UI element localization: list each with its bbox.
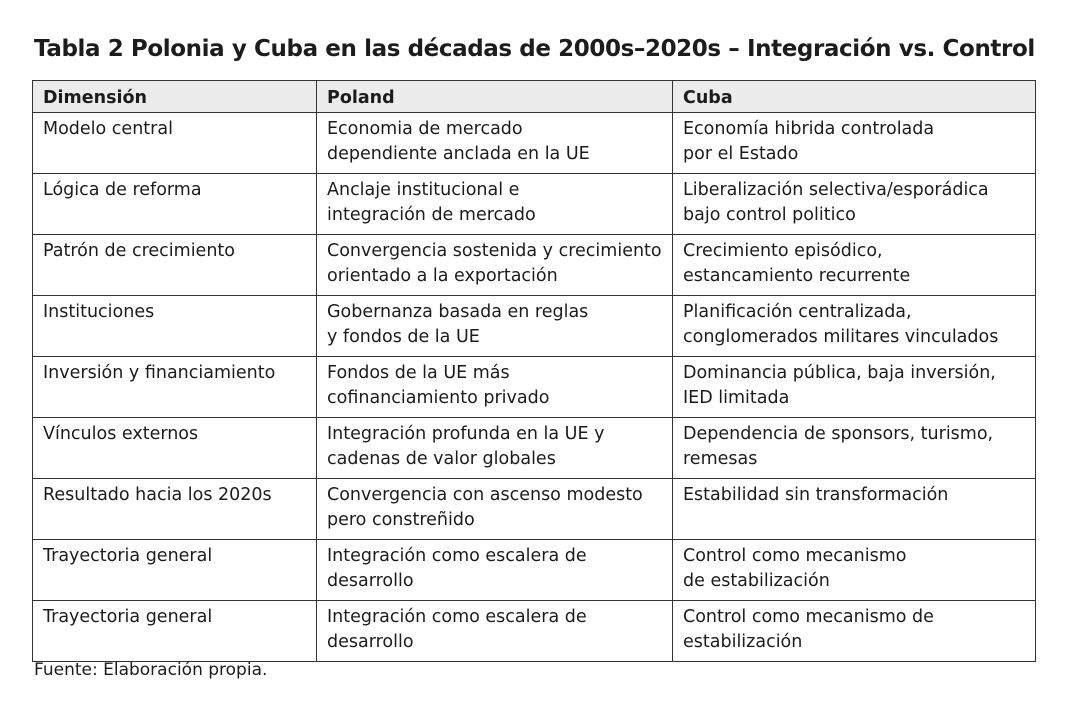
table-row xyxy=(33,540,1036,601)
poland-text-line: dependiente anclada en la UE xyxy=(327,144,590,164)
cell-cuba xyxy=(673,479,1036,540)
poland-text-line: desarrollo xyxy=(327,632,414,652)
poland-text-line: Gobernanza basada en reglas xyxy=(327,302,589,322)
poland-text-line: cofinanciamiento privado xyxy=(327,388,550,408)
poland-text-line: Fondos de la UE más xyxy=(327,363,510,383)
cell-cuba xyxy=(673,601,1036,662)
cell-dimension xyxy=(33,296,317,357)
table-row xyxy=(33,235,1036,296)
cell-poland xyxy=(317,357,673,418)
cuba-text-line: por el Estado xyxy=(683,144,799,164)
poland-text-line: pero constreñido xyxy=(327,510,475,530)
table-body xyxy=(33,113,1036,662)
header-poland: Poland xyxy=(317,81,673,113)
table-row xyxy=(33,601,1036,662)
poland-text-line: orientado a la exportación xyxy=(327,266,558,286)
cell-poland xyxy=(317,296,673,357)
poland-text-line: Integración como escalera de xyxy=(327,607,587,627)
header-row xyxy=(33,81,1036,113)
cuba-text-line: Economía hibrida controlada xyxy=(683,119,935,139)
cuba-text-line: de estabilización xyxy=(683,571,830,591)
cuba-text-line: conglomerados militares vinculados xyxy=(683,327,999,347)
table-row xyxy=(33,174,1036,235)
dimension-text: Trayectoria general xyxy=(43,546,213,566)
table-row xyxy=(33,113,1036,174)
cell-cuba xyxy=(673,418,1036,479)
poland-text-line: Integración como escalera de xyxy=(327,546,587,566)
table-header xyxy=(33,81,1036,113)
cell-cuba xyxy=(673,235,1036,296)
cell-poland xyxy=(317,235,673,296)
table-row xyxy=(33,296,1036,357)
cuba-text-line: estancamiento recurrente xyxy=(683,266,911,286)
dimension-text: Resultado hacia los 2020s xyxy=(43,485,272,505)
cuba-text-line: bajo control politico xyxy=(683,205,856,225)
cell-poland xyxy=(317,418,673,479)
cell-poland xyxy=(317,113,673,174)
cuba-text-line: Control como mecanismo de xyxy=(683,607,934,627)
cuba-text-line: Dependencia de sponsors, turismo, xyxy=(683,424,994,444)
cell-poland xyxy=(317,601,673,662)
dimension-text: Modelo central xyxy=(43,119,173,139)
dimension-text: Trayectoria general xyxy=(43,607,213,627)
poland-text-line: Economia de mercado xyxy=(327,119,523,139)
poland-text-line: desarrollo xyxy=(327,571,414,591)
cell-dimension xyxy=(33,235,317,296)
cuba-text-line: Control como mecanismo xyxy=(683,546,907,566)
table-row xyxy=(33,418,1036,479)
poland-text-line: Convergencia con ascenso modesto xyxy=(327,485,643,505)
cell-cuba xyxy=(673,113,1036,174)
source-note: Fuente: Elaboración propia. xyxy=(34,660,268,680)
cell-dimension xyxy=(33,113,317,174)
cuba-text-line: Crecimiento episódico, xyxy=(683,241,883,261)
cell-poland xyxy=(317,540,673,601)
poland-text-line: Integración profunda en la UE y xyxy=(327,424,605,444)
poland-text-line: integración de mercado xyxy=(327,205,536,225)
poland-text-line: Anclaje institucional e xyxy=(327,180,520,200)
cuba-text-line: remesas xyxy=(683,449,758,469)
cuba-text-line: Planificación centralizada, xyxy=(683,302,912,322)
dimension-text: Patrón de crecimiento xyxy=(43,241,235,261)
poland-text-line: cadenas de valor globales xyxy=(327,449,556,469)
dimension-text: Vínculos externos xyxy=(43,424,199,444)
dimension-text: Lógica de reforma xyxy=(43,180,202,200)
cell-dimension xyxy=(33,174,317,235)
cell-dimension xyxy=(33,601,317,662)
cell-cuba xyxy=(673,174,1036,235)
comparison-table xyxy=(32,80,1036,662)
header-cuba: Cuba xyxy=(673,81,1036,113)
table-title: Tabla 2 Polonia y Cuba en las décadas de 2000s–2020s – Integración vs. Control xyxy=(34,36,1035,62)
cuba-text-line: Estabilidad sin transformación xyxy=(683,485,949,505)
cell-dimension xyxy=(33,357,317,418)
cell-dimension xyxy=(33,540,317,601)
cell-poland xyxy=(317,479,673,540)
cell-cuba xyxy=(673,357,1036,418)
poland-text-line: y fondos de la UE xyxy=(327,327,480,347)
dimension-text: Inversión y financiamiento xyxy=(43,363,276,383)
cell-dimension xyxy=(33,479,317,540)
dimension-text: Instituciones xyxy=(43,302,155,322)
table-row xyxy=(33,357,1036,418)
cell-dimension xyxy=(33,418,317,479)
cell-poland xyxy=(317,174,673,235)
cuba-text-line: Dominancia pública, baja inversión, xyxy=(683,363,996,383)
header-dimension: Dimensión xyxy=(33,81,317,113)
cuba-text-line: estabilización xyxy=(683,632,803,652)
cuba-text-line: Liberalización selectiva/esporádica xyxy=(683,180,989,200)
cuba-text-line: IED limitada xyxy=(683,388,790,408)
cell-cuba xyxy=(673,540,1036,601)
table-row xyxy=(33,479,1036,540)
cell-cuba xyxy=(673,296,1036,357)
poland-text-line: Convergencia sostenida y crecimiento xyxy=(327,241,662,261)
